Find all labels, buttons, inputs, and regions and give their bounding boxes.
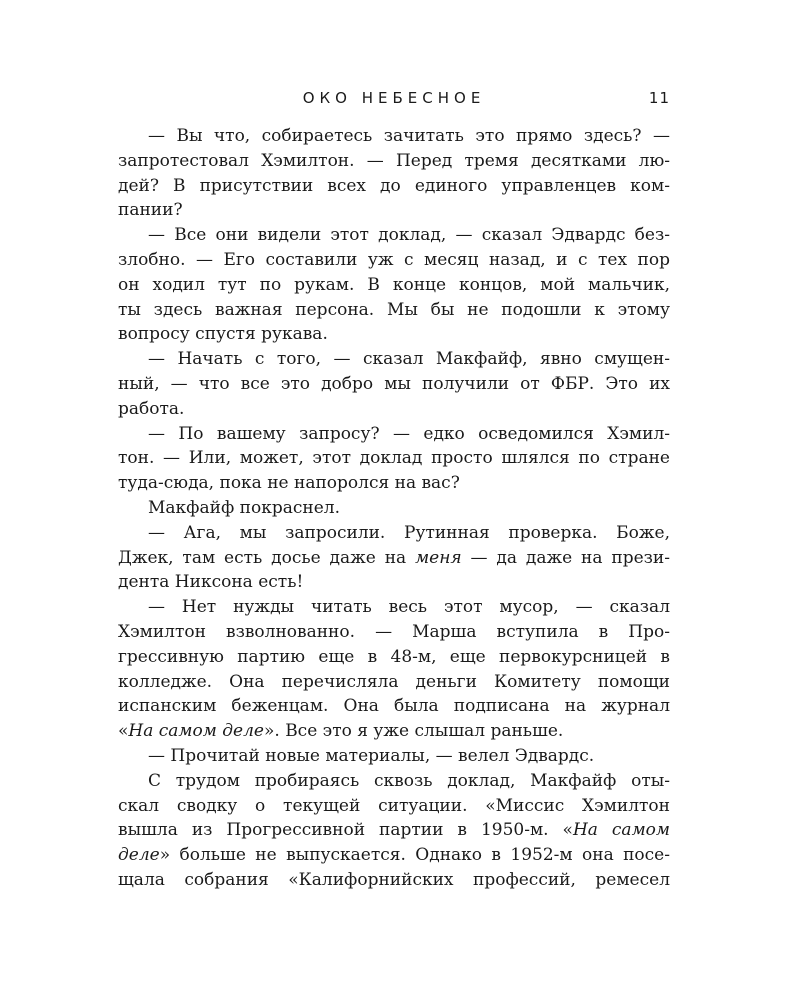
- text-line: — Ага, мы запросили. Рутинная проверка. Боже,: [148, 522, 670, 543]
- text-line: — Все они видели этот доклад, — сказал Эдвардс без-: [148, 225, 670, 246]
- text-line-with-italic: вышла из Прогрессивной партии в 1950-м. «На самом: [118, 820, 670, 841]
- text-line: — Начать с того, — сказал Макфайф, явно смущен-: [148, 349, 670, 370]
- text-line: тон. — Или, может, этот доклад просто шлялся по стране: [118, 448, 670, 469]
- text-line: Хэмилтон взволнованно. — Марша вступила в Про-: [118, 621, 670, 642]
- page-number: 11: [648, 89, 670, 107]
- text-line: дента Никсона есть!: [118, 572, 304, 593]
- text-line: С трудом пробираясь сквозь доклад, Макфайф оты-: [148, 770, 670, 791]
- text-line: работа.: [118, 398, 185, 419]
- italic-emphasis: На самом деле: [128, 721, 264, 742]
- italic-emphasis: деле: [118, 845, 160, 866]
- text-line-with-italic: деле» больше не выпускается. Однако в 1952-м она посе-: [118, 845, 670, 866]
- running-head-title: ОКО НЕБЕСНОЕ: [302, 89, 486, 107]
- text-line: дей? В присутствии всех до единого управленцев ком-: [118, 175, 670, 196]
- text-line: ный, — что все это добро мы получили от ФБР. Это их: [118, 373, 670, 394]
- text-line: колледже. Она перечисляла деньги Комитету помощи: [118, 671, 670, 692]
- text-line: скал сводку о текущей ситуации. «Миссис Хэмилтон: [118, 795, 670, 816]
- text-line: — Нет нужды читать весь этот мусор, — сказал: [148, 597, 670, 618]
- text-line: — По вашему запросу? — едко осведомился Хэмил-: [148, 423, 670, 444]
- italic-emphasis: меня: [415, 547, 462, 568]
- text-line: вопросу спустя рукава.: [118, 324, 328, 345]
- italic-emphasis: На самом: [572, 820, 670, 841]
- text-line: — Вы что, собираетесь зачитать это прямо здесь? —: [148, 126, 670, 146]
- text-line: злобно. — Его составили уж с месяц назад, и с тех пор: [118, 249, 670, 270]
- text-line: Макфайф покраснел.: [148, 497, 340, 518]
- text-line: — Прочитай новые материалы, — велел Эдвардс.: [148, 745, 595, 766]
- running-head: [118, 86, 670, 110]
- text-line: туда-сюда, пока не напоролся на вас?: [118, 473, 460, 494]
- text-line: пании?: [118, 200, 183, 221]
- text-line: испанским беженцам. Она была подписана на журнал: [118, 696, 670, 717]
- text-line: ты здесь важная персона. Мы бы не подошли к этому: [118, 299, 670, 320]
- text-line-with-italic: Джек, там есть досье даже на меня — да даже на прези-: [118, 547, 670, 568]
- text-line-with-italic: «На самом деле». Все это я уже слышал раньше.: [118, 721, 564, 742]
- text-body: [118, 124, 670, 893]
- text-line: грессивную партию еще в 48-м, еще первокурсницей в: [118, 646, 670, 667]
- text-line: запротестовал Хэмилтон. — Перед тремя десятками лю-: [118, 150, 670, 171]
- text-line: щала собрания «Калифорнийских профессий, ремесел: [118, 869, 670, 890]
- text-line: он ходил тут по рукам. В конце концов, мой мальчик,: [118, 274, 670, 295]
